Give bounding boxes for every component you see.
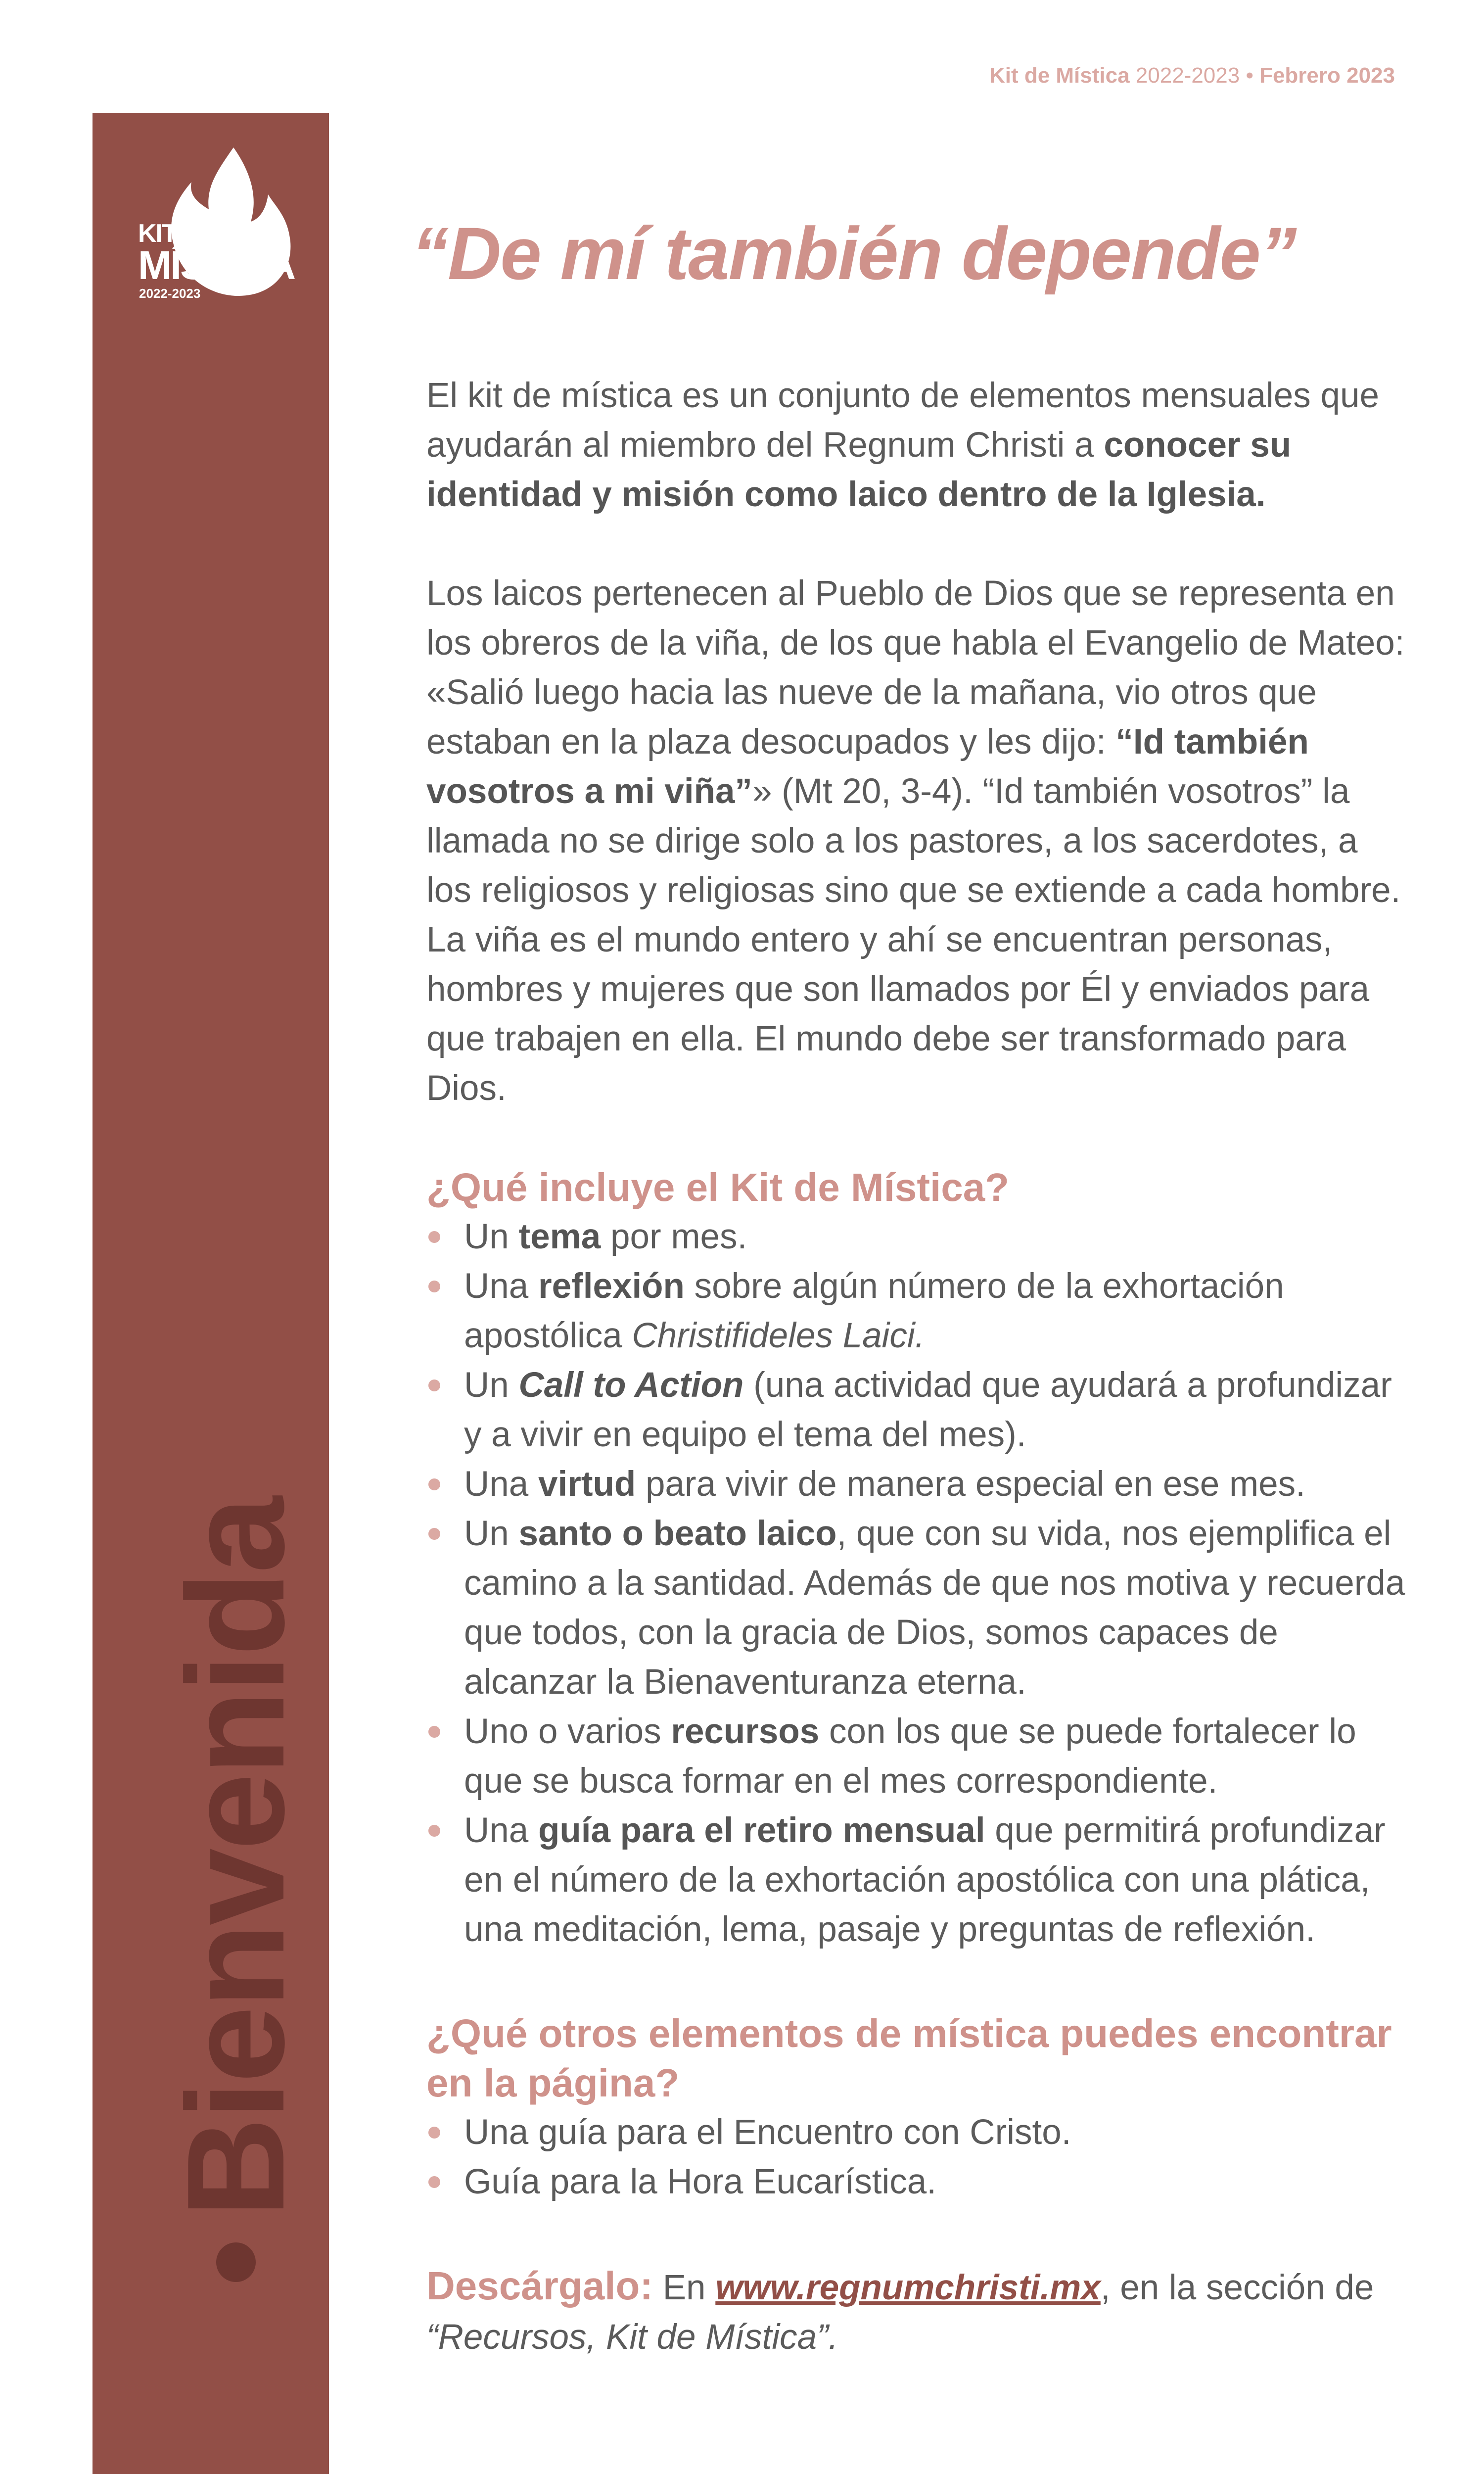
download-italic: “Recursos, Kit de Mística”. <box>426 2318 838 2357</box>
list-item <box>426 1806 1406 1954</box>
list-item <box>426 1262 1406 1361</box>
vertical-title <box>159 1498 313 2474</box>
page-header <box>989 63 1395 88</box>
item-post: por mes. <box>601 1217 747 1256</box>
logo-line2: MÍSTICA <box>138 243 295 288</box>
kit-includes-list <box>426 1212 1406 1954</box>
header-kit: Kit de Mística <box>989 63 1130 88</box>
laicos-paragraph <box>426 569 1406 1113</box>
item-bold: virtud <box>538 1465 636 1504</box>
item-post: que permitirá profundizar en el número de la exhortación apostólica con una plática, una meditación, lema, pasaje y preguntas de reflexión. <box>464 1811 1386 1949</box>
item-bold: guía para el retiro mensual <box>538 1811 985 1850</box>
section1-heading: ¿Qué incluye el Kit de Mística? <box>426 1165 1010 1209</box>
list-item <box>426 1212 1406 1262</box>
vertical-word: Bienvenida <box>159 1498 313 2218</box>
item-post: sobre algún número de la exhortación apostólica <box>464 1267 1284 1355</box>
intro-paragraph <box>426 371 1406 520</box>
header-month: Febrero 2023 <box>1253 63 1395 88</box>
item-bold: tema <box>518 1217 601 1256</box>
item-post: para vivir de manera especial en ese mes. <box>636 1465 1305 1504</box>
list-item: Guía para la Hora Eucarística. <box>426 2157 1406 2207</box>
item-post: con los que se puede fortalecer lo que se busca formar en el mes correspondiente. <box>464 1712 1356 1801</box>
item-pre: Uno o varios <box>464 1712 671 1751</box>
item-italic: Christifideles Laici. <box>632 1316 925 1355</box>
item-pre: Una <box>464 1811 538 1850</box>
para2-text1: Los laicos pertenecen al Pueblo de Dios que se representa en los obreros de la viña, de los que habla el Evangelio de Mateo: «Salió luego hacia las nueve de la mañana, vio otros que estaban en la plaza desocupados y les dijo: <box>426 574 1405 761</box>
download-label: Descárgalo: <box>426 2264 653 2308</box>
download-paragraph <box>426 2261 1406 2362</box>
section2-heading: ¿Qué otros elementos de mística puedes encontrar en la página? <box>426 2011 1392 2105</box>
other-elements-list <box>426 2108 1406 2207</box>
list-item <box>426 1707 1406 1806</box>
header-separator: • <box>1246 63 1253 88</box>
intro-bold: conocer su identidad y misión como laico dentro de la Iglesia. <box>426 426 1292 514</box>
item-bold: santo o beato laico <box>518 1514 837 1553</box>
para2-bold: “Id también vosotros a mi viña” <box>426 722 1309 811</box>
list-item <box>426 1509 1406 1707</box>
item-bold: Call to Action <box>518 1366 744 1405</box>
header-years: 2022-2023 <box>1129 63 1246 88</box>
item-pre: Un <box>464 1217 519 1256</box>
logo-line1: KIT DE <box>138 219 217 248</box>
intro-text: El kit de mística es un conjunto de elementos mensuales que ayudarán al miembro del Regnum Christi a <box>426 376 1379 465</box>
item-post: (una actividad que ayudará a profundizar y a vivir en equipo el tema del mes). <box>464 1366 1392 1454</box>
download-text1: En <box>652 2268 716 2307</box>
para2-text2: » (Mt 20, 3-4). “Id también vosotros” la llamada no se dirige solo a los pastores, a los sacerdotes, a los religiosos y religiosas sino que se extiende a cada hombre. La viña es el mundo entero y ahí se encuentran personas, hombres y mujeres que son llamados por Él y enviados para que trabajen en ella. El mundo debe ser transformado para Dios. <box>426 772 1401 1108</box>
item-bold: reflexión <box>538 1267 685 1306</box>
item-pre: Un <box>464 1366 519 1405</box>
list-item <box>426 1361 1406 1460</box>
item-bold: recursos <box>671 1712 820 1751</box>
kit-logo <box>127 147 295 306</box>
item-pre: Una <box>464 1465 538 1504</box>
page-title: “De mí también depende” <box>412 212 1296 295</box>
vertical-bullet <box>216 2242 256 2282</box>
website-link[interactable]: www.regnumchristi.mx <box>715 2268 1101 2307</box>
download-text2: , en la sección de <box>1100 2268 1374 2307</box>
list-item: Una guía para el Encuentro con Cristo. <box>426 2108 1406 2157</box>
item-pre: Una <box>464 1267 538 1306</box>
sidebar <box>93 113 329 2474</box>
main-content <box>412 212 1406 2412</box>
item-post: , que con su vida, nos ejemplifica el camino a la santidad. Además de que nos motiva y recuerda que todos, con la gracia de Dios, somos capaces de alcanzar la Bienaventuranza eterna. <box>464 1514 1405 1702</box>
logo-line3: 2022-2023 <box>139 286 201 301</box>
item-pre: Un <box>464 1514 519 1553</box>
list-item <box>426 1460 1406 1509</box>
